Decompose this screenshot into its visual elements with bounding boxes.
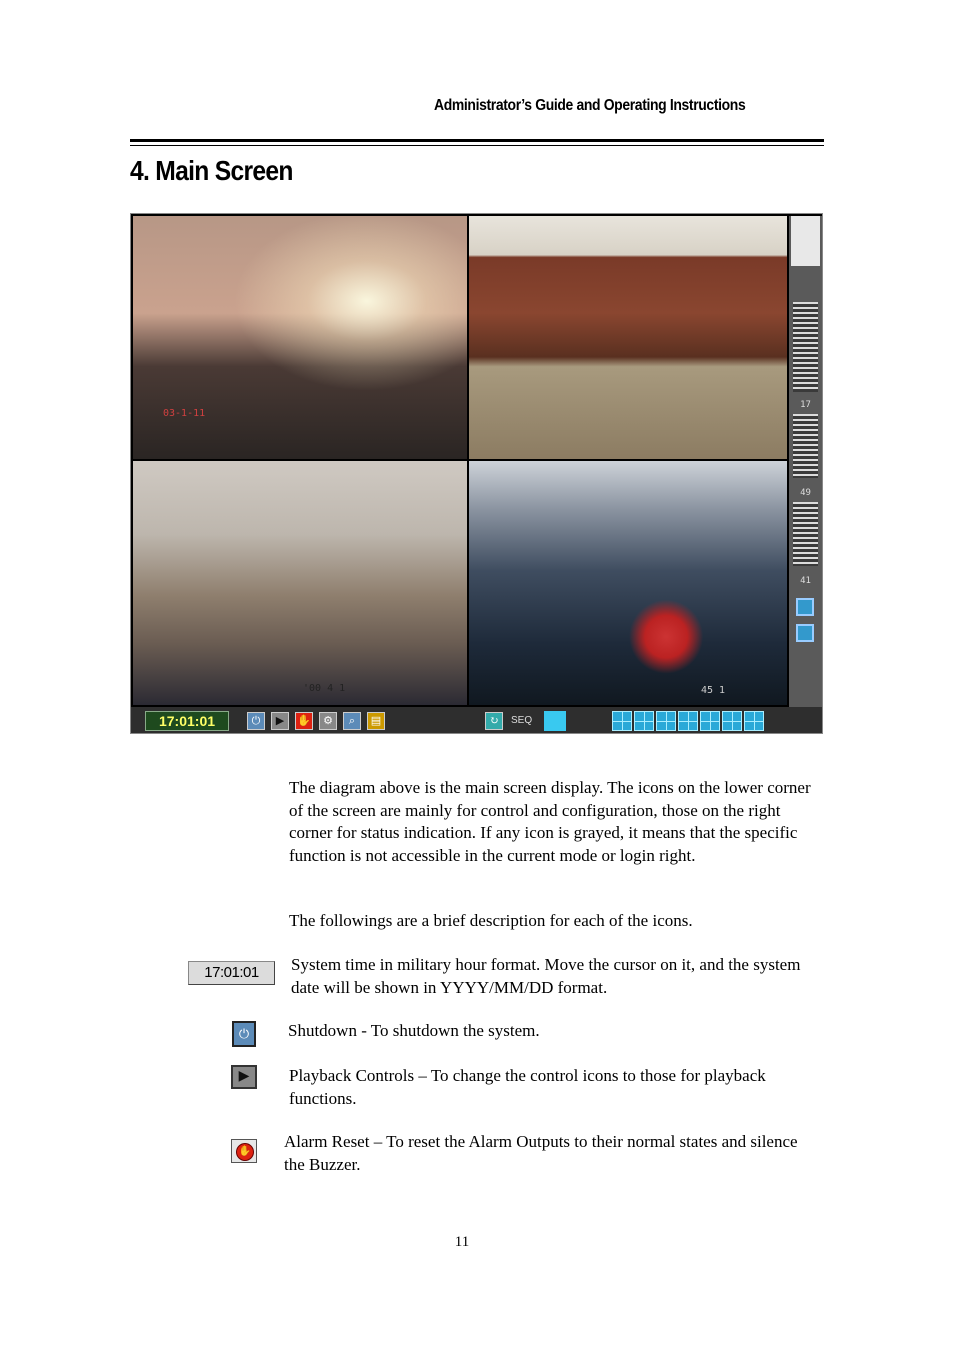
camera-overlay-text: '00 4 1 — [303, 683, 346, 694]
camera-overlay-text: 45 1 — [701, 685, 726, 696]
search-icon[interactable]: ⌕ — [343, 712, 361, 730]
followings-paragraph: The followings are a brief description for each of the icons. — [289, 911, 693, 930]
camera-view-open-office — [133, 461, 467, 705]
status-meter — [793, 502, 818, 566]
refresh-icon[interactable]: ↻ — [485, 712, 503, 730]
page-number: 11 — [454, 1234, 470, 1250]
status-meter — [793, 302, 818, 392]
shutdown-description: Shutdown - To shutdown the system. — [288, 1021, 540, 1040]
system-clock[interactable]: 17:01:01 — [145, 711, 229, 731]
alarm-reset-description: Alarm Reset – To reset the Alarm Outputs to their normal states and silence the Buzzer. — [284, 1132, 798, 1174]
camera-overlay-text: 03-1-11 — [163, 408, 206, 419]
playback-icon: ▶ — [231, 1065, 257, 1089]
stop-icon[interactable] — [796, 598, 814, 616]
shutdown-icon[interactable]: ⏻ — [247, 712, 265, 730]
status-value: 17 — [800, 400, 811, 410]
intro-paragraph: The diagram above is the main screen display. The icons on the lower corner of the screen are mainly for control and configuration, those on the right corner for status indication. If any icon is grayed, it means that the specific function is not accessible in the current mode or login right. — [289, 778, 811, 865]
clock-icon: 17:01:01 — [188, 961, 275, 985]
header-rule-thin — [130, 145, 824, 146]
playback-description: Playback Controls – To change the control icons to those for playback functions. — [289, 1066, 766, 1108]
page-header: Administrator’s Guide and Operating Instructions — [434, 97, 746, 114]
alarm-reset-icon: ✋ — [231, 1139, 257, 1163]
status-value: 49 — [800, 488, 811, 498]
header-rule-thick — [130, 139, 824, 142]
lock-icon[interactable]: ▤ — [367, 712, 385, 730]
chevron-down-icon[interactable] — [796, 624, 814, 642]
layout-9-icon[interactable] — [700, 711, 720, 731]
shutdown-icon: ⏻ — [232, 1021, 256, 1047]
camera-view-building-exterior — [469, 216, 787, 459]
layout-10-icon[interactable] — [722, 711, 742, 731]
full-screen-button[interactable] — [544, 711, 566, 731]
sidebar-header — [791, 216, 820, 266]
main-screen-screenshot — [130, 213, 823, 734]
status-meter — [793, 414, 818, 478]
control-taskbar — [131, 707, 823, 734]
camera-view-office — [133, 216, 467, 459]
clock-description: System time in military hour format. Move the cursor on it, and the system date will be shown in YYYY/MM/DD format. — [291, 955, 801, 997]
settings-icon[interactable]: ⚙ — [319, 712, 337, 730]
layout-8-icon[interactable] — [678, 711, 698, 731]
layout-4-icon[interactable] — [634, 711, 654, 731]
layout-16-icon[interactable] — [744, 711, 764, 731]
status-value: 41 — [800, 576, 811, 586]
section-title: 4. Main Screen — [130, 155, 293, 186]
sequence-label[interactable]: SEQ — [511, 715, 533, 726]
camera-view-workshop — [469, 461, 787, 705]
status-sidebar — [789, 216, 822, 707]
layout-1-icon[interactable] — [612, 711, 632, 731]
alarm-reset-icon[interactable]: ✋ — [295, 712, 313, 730]
playback-icon[interactable]: ▶ — [271, 712, 289, 730]
layout-6-icon[interactable] — [656, 711, 676, 731]
